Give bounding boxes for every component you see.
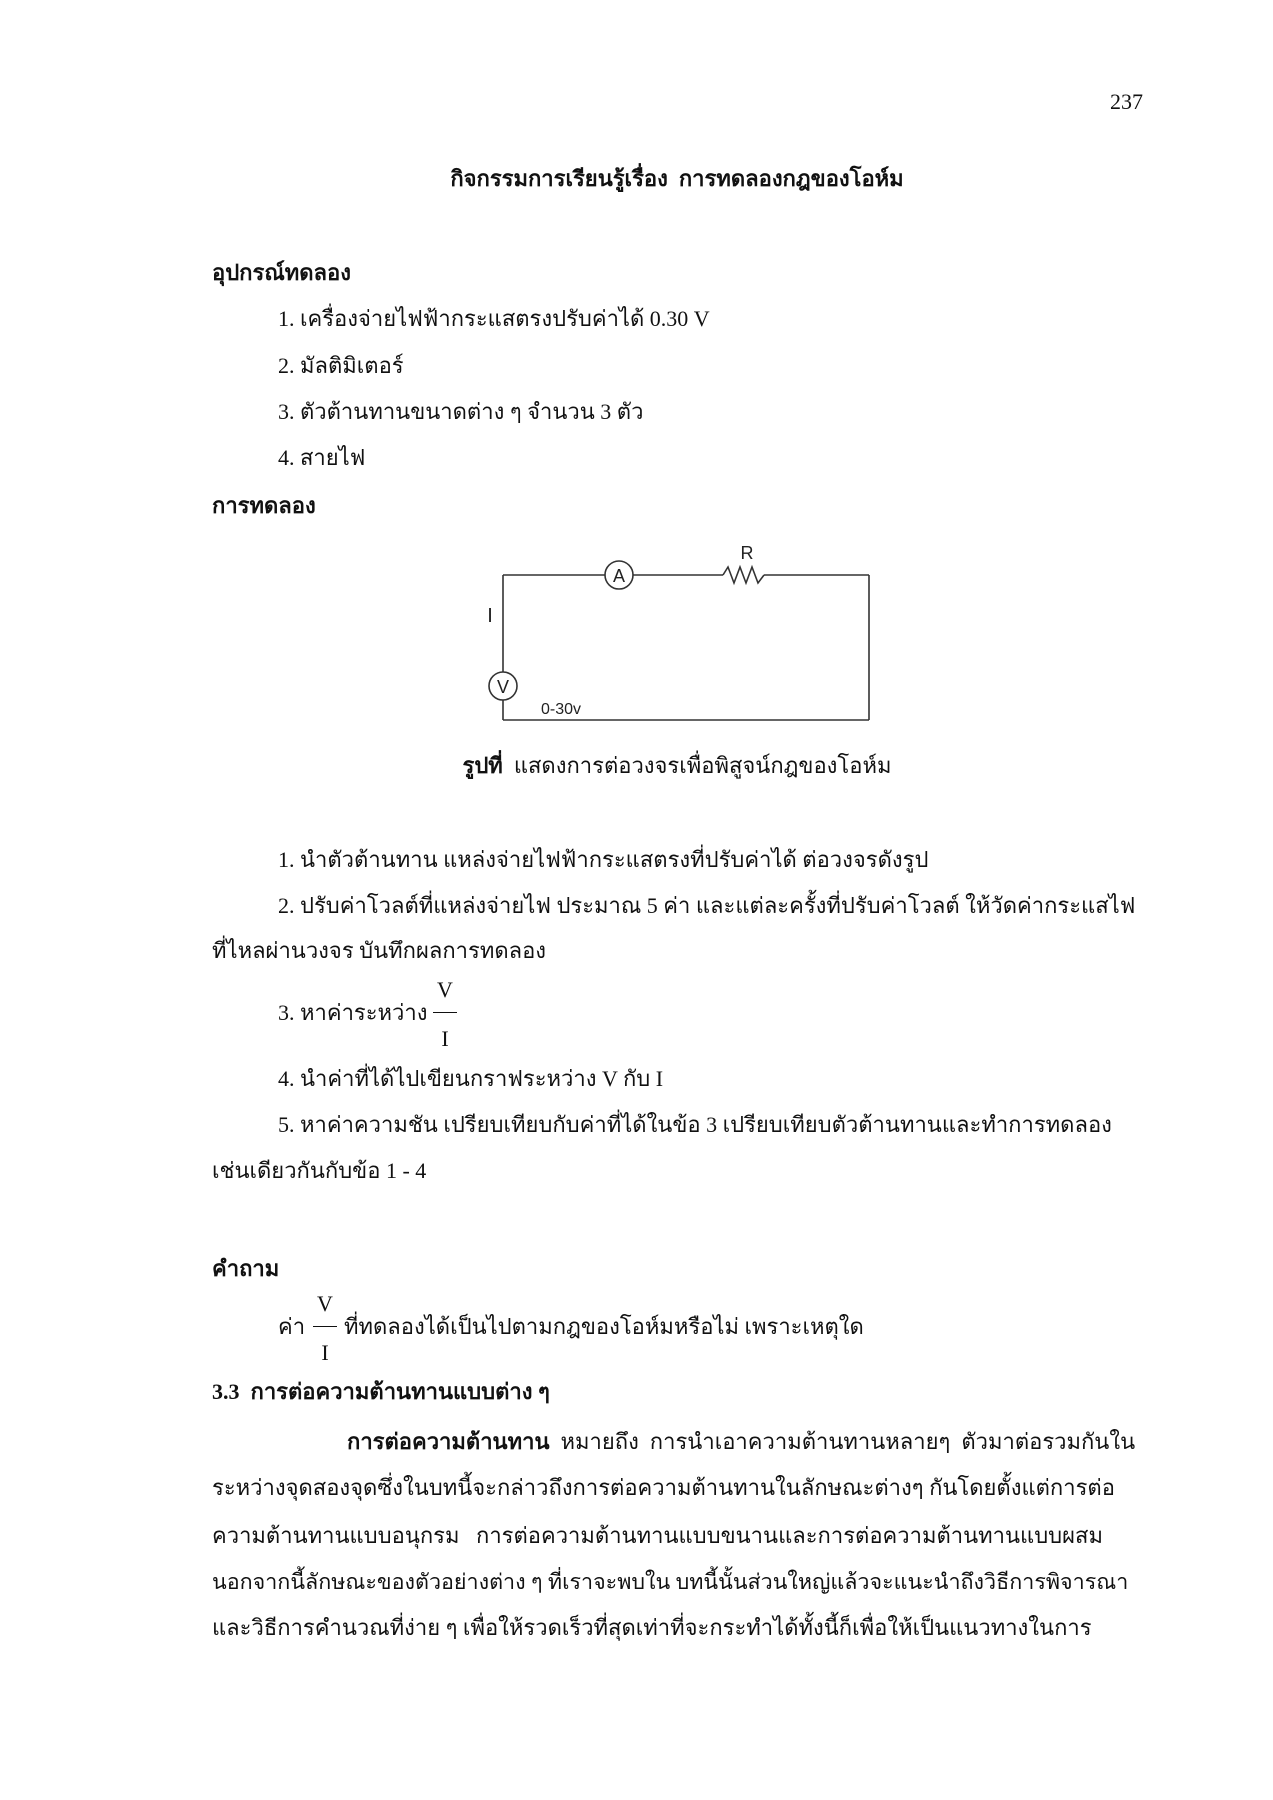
current-label: I xyxy=(487,605,493,627)
ammeter-label: A xyxy=(612,566,626,586)
equipment-item: 2. มัลติมิเตอร์ xyxy=(278,353,404,378)
resistor-symbol xyxy=(723,567,764,583)
experiment-step-5: 5. หาค่าความชัน เปรียบเทียบกับค่าที่ได้ในข้อ 3 เปรียบเทียบตัวต้านทานและทำการทดลอง xyxy=(278,1112,1112,1137)
paragraph-line xyxy=(347,1427,1145,1457)
fraction-bar xyxy=(313,1326,337,1327)
fraction-numerator: V xyxy=(317,1291,333,1316)
equipment-heading: อุปกรณ์ทดลอง xyxy=(212,260,351,285)
fraction-bar xyxy=(433,1012,457,1013)
question-heading: คำถาม xyxy=(212,1256,280,1281)
paragraph-line-text: หมายถึง การนำเอาความต้านทานหลายๆ ตัวมาต่อรวมกันใน xyxy=(549,1429,1136,1454)
experiment-heading: การทดลอง xyxy=(212,493,316,518)
experiment-step-1: 1. นำตัวต้านทาน แหล่งจ่ายไฟฟ้ากระแสตรงที่ปรับค่าได้ ต่อวงจรดังรูป xyxy=(278,847,929,872)
paragraph-line: และวิธีการคำนวณที่ง่าย ๆ เพื่อให้รวดเร็วที่สุดเท่าที่จะกระทำได้ทั้งนี้ก็เพื่อให้เป็นแนวทางในการ xyxy=(212,1615,1092,1640)
equipment-item: 1. เครื่องจ่ายไฟฟ้ากระแสตรงปรับค่าได้ 0.30 V xyxy=(278,306,710,331)
equipment-item: 3. ตัวต้านทานขนาดต่าง ๆ จำนวน 3 ตัว xyxy=(278,399,644,424)
figure-caption-label: รูปที่ xyxy=(462,753,503,778)
experiment-step-2: 2. ปรับค่าโวลต์ที่แหล่งจ่ายไฟ ประมาณ 5 ค่า และแต่ละครั้งที่ปรับค่าโวลต์ ให้วัดค่ากระแสไฟ xyxy=(278,893,1136,918)
resistor-label: R xyxy=(740,543,754,563)
section-heading: 3.3 การต่อความต้านทานแบบต่าง ๆ xyxy=(212,1379,550,1404)
experiment-step-5-continued: เช่นเดียวกันกับข้อ 1 - 4 xyxy=(212,1158,427,1183)
experiment-step-2-continued: ที่ไหลผ่านวงจร บันทึกผลการทดลอง xyxy=(212,938,547,963)
ohms-law-circuit-diagram xyxy=(470,530,890,730)
page-title: กิจกรรมการเรียนรู้เรื่อง การทดลองกฎของโอห์ม xyxy=(450,166,904,191)
equipment-item: 4. สายไฟ xyxy=(278,445,366,470)
experiment-step-3: 3. หาค่าระหว่าง xyxy=(278,1000,428,1025)
question-text: ที่ทดลองได้เป็นไปตามกฎของโอห์มหรือไม่ เพราะเหตุใด xyxy=(344,1314,864,1339)
paragraph-line: ความต้านทานแบบอนุกรม การต่อความต้านทานแบบขนานและการต่อความต้านทานแบบผสม xyxy=(212,1523,1103,1548)
voltmeter-label: V xyxy=(496,677,510,697)
page-number: 237 xyxy=(1110,89,1143,114)
paragraph-line: นอกจากนี้ลักษณะของตัวอย่างต่าง ๆ ที่เราจะพบใน บทนี้นั้นส่วนใหญ่แล้วจะแนะนำถึงวิธีการพิจารณา xyxy=(212,1570,1129,1594)
fraction-denominator: I xyxy=(441,1026,449,1051)
fraction-numerator: V xyxy=(437,977,453,1002)
figure-caption xyxy=(377,751,977,781)
fraction-denominator: I xyxy=(321,1340,329,1365)
question-fraction xyxy=(312,1290,338,1370)
figure-caption-text: แสดงการต่อวงจรเพื่อพิสูจน์กฎของโอห์ม xyxy=(502,753,892,778)
paragraph-lead-term: การต่อความต้านทาน xyxy=(347,1429,550,1454)
experiment-step-4: 4. นำค่าที่ได้ไปเขียนกราฟระหว่าง V กับ I xyxy=(278,1066,664,1091)
step-3-fraction xyxy=(432,976,458,1056)
source-range-label: 0-30v xyxy=(541,701,582,718)
question-prefix: ค่า xyxy=(278,1314,306,1339)
paragraph-line: ระหว่างจุดสองจุดซึ่งในบทนี้จะกล่าวถึงการต่อความต้านทานในลักษณะต่างๆ กันโดยตั้งแต่การต่อ xyxy=(212,1475,1115,1500)
